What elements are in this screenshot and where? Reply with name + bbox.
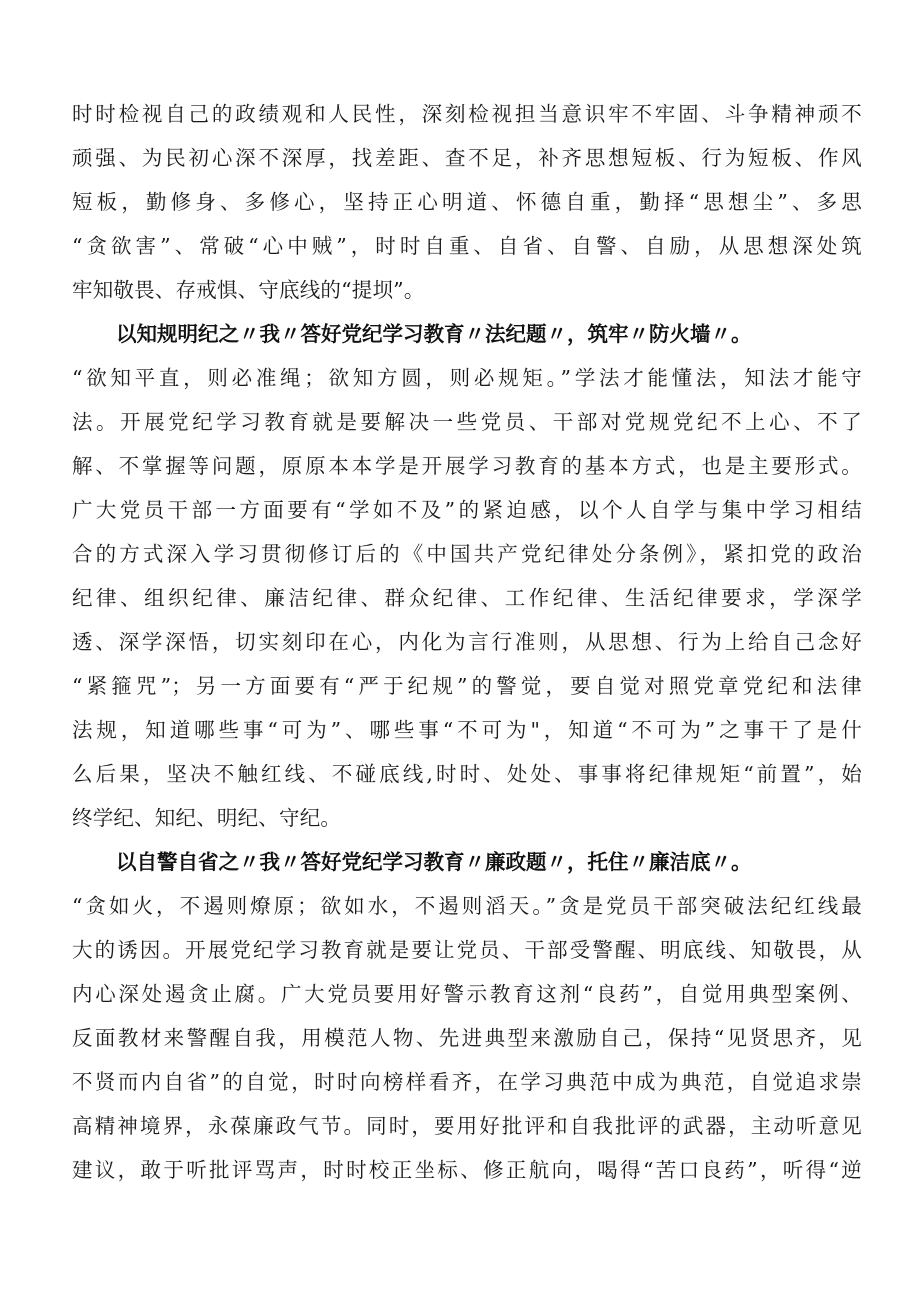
para2-line-8: “紧箍咒”；另一方面要有“严于纪规”的警觉，要自觉对照党章党纪和法律 <box>72 674 862 698</box>
para2-line-11: 终学纪、知纪、明纪、守纪。 <box>72 806 342 830</box>
para1-line-5: 牢知敬畏、存戒惧、守底线的“提坝”。 <box>72 278 425 302</box>
para3-line-6: 高精神境界，永葆廉政气节。同时，要用好批评和自我批评的武器，主动听意见 <box>72 1114 862 1138</box>
para1-line-1: 时时检视自己的政绩观和人民性，深刻检视担当意识牢不牢固、斗争精神顽不 <box>72 102 862 126</box>
para2-line-9: 法规，知道哪些事“可为”、哪些事“不可为"，知道“不可为”之事干了是什 <box>72 718 862 742</box>
section-heading-integrity: 以自警自省之〃我〃答好党纪学习教育〃廉政题〃，托住〃廉洁底〃。 <box>116 850 752 874</box>
para2-line-1: “欲知平直，则必准绳；欲知方圆，则必规矩。”学法才能懂法，知法才能守 <box>72 366 862 390</box>
para3-line-3: 内心深处遏贪止腐。广大党员要用好警示教育这剂“良药”，自觉用典型案例、 <box>72 982 862 1006</box>
para2-line-6: 纪律、组织纪律、廉洁纪律、群众纪律、工作纪律、生活纪律要求，学深学 <box>72 586 862 610</box>
para2-line-2: 法。开展党纪学习教育就是要解决一些党员、干部对党规党纪不上心、不了 <box>72 410 862 434</box>
para3-line-7: 建议，敢于听批评骂声，时时校正坐标、修正航向，喝得“苦口良药”，听得“逆 <box>72 1158 862 1182</box>
para2-line-5: 合的方式深入学习贯彻修订后的《中国共产党纪律处分条例》，紧扣党的政治 <box>72 542 862 566</box>
para2-line-4: 广大党员干部一方面要有“学如不及”的紧迫感，以个人自学与集中学习相结 <box>72 498 862 522</box>
para2-line-3: 解、不掌握等问题，原原本本学是开展学习教育的基本方式，也是主要形式。 <box>72 454 862 478</box>
para3-line-2: 大的诱因。开展党纪学习教育就是要让党员、干部受警醒、明底线、知敬畏，从 <box>72 938 862 962</box>
section-heading-legal: 以知规明纪之〃我〃答好党纪学习教育〃法纪题〃，筑牢〃防火墙〃。 <box>116 322 752 346</box>
para2-line-10: 么后果，坚决不触红线、不碰底线,时时、处处、事事将纪律规矩“前置”，始 <box>72 762 862 786</box>
para3-line-4: 反面教材来警醒自我，用模范人物、先进典型来激励自己，保持“见贤思齐，见 <box>72 1026 862 1050</box>
para1-line-3: 短板，勤修身、多修心，坚持正心明道、怀德自重，勤择“思想尘”、多思 <box>72 190 862 214</box>
para1-line-2: 顽强、为民初心深不深厚，找差距、查不足，补齐思想短板、行为短板、作风 <box>72 146 862 170</box>
para3-line-1: “贪如火，不遏则燎原；欲如水，不遏则滔天。”贪是党员干部突破法纪红线最 <box>72 894 862 918</box>
para2-line-7: 透、深学深悟，切实刻印在心，内化为言行准则，从思想、行为上给自己念好 <box>72 630 862 654</box>
para3-line-5: 不贤而内自省”的自觉，时时向榜样看齐，在学习典范中成为典范，自觉追求崇 <box>72 1070 862 1094</box>
para1-line-4: “贪欲害”、常破“心中贼”，时时自重、自省、自警、自励，从思想深处筑 <box>72 234 862 258</box>
